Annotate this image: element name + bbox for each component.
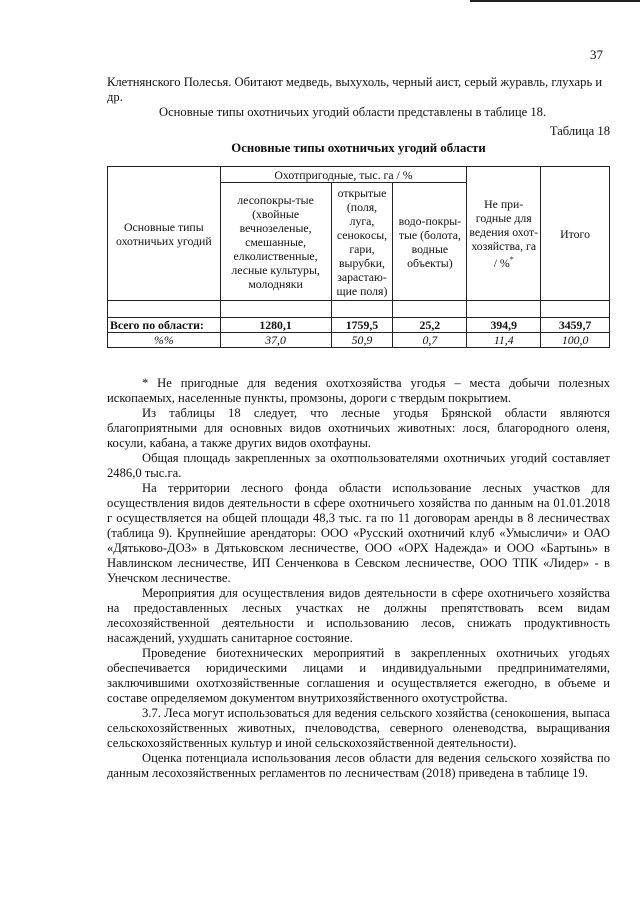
hunting-lands-table <box>107 166 610 348</box>
row-total-unfit: 394,9 <box>467 318 541 333</box>
paragraph: Общая площадь закрепленных за охотпользователями охотничьих угодий составляет 2486,0 тыс.га. <box>107 451 610 480</box>
row-pct-open: 50,9 <box>331 333 393 348</box>
header-unfit-text: Не при-годные для ведения охот-хозяйства, га / % <box>469 197 539 270</box>
header-unfit-mark: * <box>509 255 514 265</box>
header-total: Итого <box>541 167 610 301</box>
intro-block <box>107 75 610 120</box>
paragraph: На территории лесного фонда области использование лесных участков для осуществления видов деятельности в сфере охотничьего хозяйства по данным на 01.01.2018 г осуществляется на общей площади 48,3 тыс. га по 11 договорам аренды в 8 лесничествах (таблица 9). Крупнейшие арендаторы: ООО «Русский охотничий клуб «Умысличи» и ОАО «Дятьково-ДОЗ» в Дятьковском лесничестве, ООО «ОРХ Надежда» и ООО «Бартынь» в Навлинском лесничестве, ИП Сенченкова в Севском лесничестве, ООО ТПК «Лидер» - в Унечском лесничестве. <box>107 481 610 585</box>
paragraph: Проведение биотехнических мероприятий в закрепленных охотничьих угодьях обеспечивается юридическими лицами и индивидуальными предпринимателями, заключившими охотхозяйственные соглашения и осуществляется ежегодно, в объеме и составе определяемом документом внутрихозяйственного охотустройства. <box>107 646 610 705</box>
footnote-paragraph: * Не пригодные для ведения охотхозяйства угодья – места добычи полезных ископаемых, населенные пункты, промзоны, дороги с твердым покрытием. <box>107 376 610 405</box>
row-pct-water: 0,7 <box>393 333 467 348</box>
header-forest-covered: лесопокры-тые (хвойные вечнозеленые, смешанные, елколиственные, лесные культуры, молодняки <box>220 183 331 301</box>
paragraph: Мероприятия для осуществления видов деятельности в сфере охотничьего хозяйства на предоставленных лесных участках не должны препятствовать всем видам лесохозяйственной деятельности и использованию лесов, снижать продуктивность насаждений, ухудшать санитарное состояние. <box>107 586 610 645</box>
body-text <box>107 376 610 781</box>
paragraph: 3.7. Леса могут использоваться для ведения сельского хозяйства (сенокошения, выпаса сельскохозяйственных животных, пчеловодства, северного оленеводства, выращивания сельскохозяйственных культур и иной сельскохозяйственной деятельности). <box>107 706 610 750</box>
row-total-water: 25,2 <box>393 318 467 333</box>
table-row <box>108 318 610 333</box>
row-total-label: Всего по области: <box>108 318 221 333</box>
intro-line-2: Основные типы охотничьих угодий области представлены в таблице 18. <box>159 105 547 119</box>
row-pct-total: 100,0 <box>541 333 610 348</box>
table-caption: Таблица 18 <box>549 124 610 138</box>
page-number: 37 <box>590 47 603 62</box>
row-pct-unfit: 11,4 <box>467 333 541 348</box>
paragraph: Оценка потенциала использования лесов области для ведения сельского хозяйства по данным лесохозяйственных регламентов по лесничествам (2018) приведена в таблице 19. <box>107 751 610 780</box>
row-total-open: 1759,5 <box>331 318 393 333</box>
table-title: Основные типы охотничьих угодий области <box>231 141 486 155</box>
header-land-types: Основные типы охотничьих угодий <box>108 167 221 301</box>
top-border-line <box>470 0 640 2</box>
row-total-forest: 1280,1 <box>220 318 331 333</box>
header-unfit <box>467 167 541 301</box>
header-open: открытые (поля, луга, сенокосы, гари, вырубки, зарастаю-щие поля) <box>331 183 393 301</box>
intro-line-1: Клетнянского Полесья. Обитают медведь, выхухоль, черный аист, серый журавль, глухарь и др. <box>107 75 603 104</box>
header-water-covered: водо-покры-тые (болота, водные объекты) <box>393 183 467 301</box>
row-total-sum: 3459,7 <box>541 318 610 333</box>
row-pct-label: %% <box>108 333 221 348</box>
row-pct-forest: 37,0 <box>220 333 331 348</box>
header-suitable-group: Охотпригодные, тыс. га / % <box>220 167 467 183</box>
table-row <box>108 333 610 348</box>
paragraph: Из таблицы 18 следует, что лесные угодья Брянской области являются благоприятными для основных видов охотничьих животных: лося, благородного оленя, косули, кабана, а также других видов охотфауны. <box>107 406 610 450</box>
table-spacer-row <box>108 301 610 318</box>
